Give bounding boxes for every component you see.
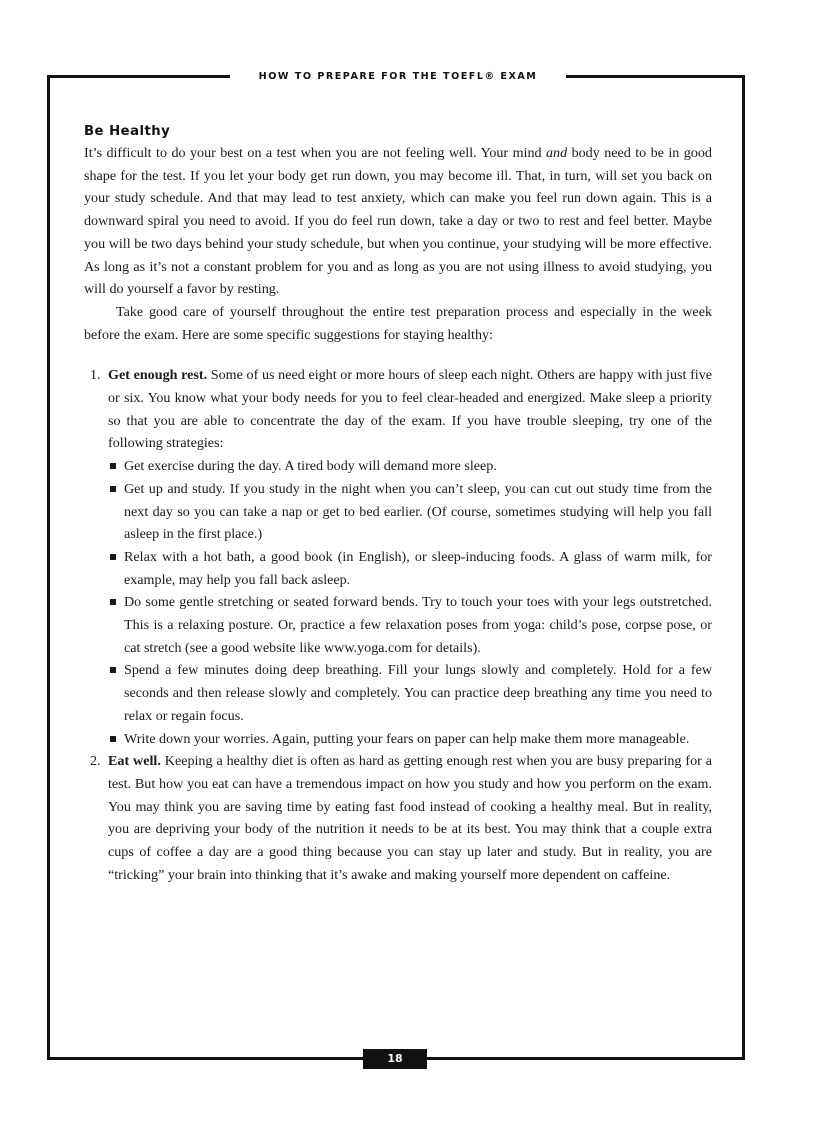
- bullet-text: Write down your worries. Again, putting your fears on paper can help make them more manageable.: [124, 730, 690, 747]
- list-item: [84, 364, 712, 750]
- bullet-item: [108, 546, 712, 591]
- bullet-item: [108, 478, 712, 546]
- bullet-text: Spend a few minutes doing deep breathing. Fill your lungs slowly and completely. Hold for a few seconds and then release slowly and completely. You can practice deep breathing any time you need to relax or regain focus.: [124, 662, 712, 724]
- running-head: HOW TO PREPARE FOR THE TOEFL® EXAM: [258, 71, 538, 82]
- bullet-item: [108, 728, 712, 751]
- bullet-text: Relax with a hot bath, a good book (in English), or sleep-inducing foods. A glass of warm milk, for example, may help you fall back asleep.: [124, 548, 712, 588]
- list-item-number: 1.: [90, 367, 101, 384]
- square-bullet-icon: [110, 736, 116, 742]
- square-bullet-icon: [110, 486, 116, 492]
- list-item-number: 2.: [90, 753, 101, 770]
- intro-paragraph: [84, 142, 712, 301]
- page-number: 18: [363, 1049, 427, 1069]
- frame-top-right-rule: [566, 75, 745, 78]
- list-item-term: Get enough rest.: [108, 367, 208, 384]
- intro-text-start: It’s difficult to do your best on a test when you are not feeling well. Your mind: [84, 145, 546, 161]
- frame-right-rule: [742, 75, 745, 1060]
- suggestion-list: [84, 364, 712, 886]
- intro-emphasis: and: [545, 145, 568, 161]
- bullet-item: [108, 591, 712, 659]
- square-bullet-icon: [110, 554, 116, 560]
- list-item-text: Keeping a healthy diet is often as hard as getting enough rest when you are busy preparing for a test. But how you eat can have a tremendous impact on how you study and how you perform on the exam. You may think you are saving time by eating fast food instead of cooking a healthy meal. But in reality, you are depriving your body of the nutrition it needs to be at its best. You may think that a couple extra cups of coffee a day are a good thing because you can stay up later and study. But in reality, you are “tricking” your brain into thinking that it’s awake and making yourself more dependent on caffeine.: [108, 753, 712, 883]
- bullet-text: Do some gentle stretching or seated forward bends. Try to touch your toes with your legs outstretched. This is a relaxing posture. Or, practice a few relaxation poses from yoga: child’s pose, corpse pose, or cat stretch (see a good website like www.yoga.com for details).: [124, 594, 712, 656]
- bullet-item: [108, 455, 712, 478]
- bullet-text: Get up and study. If you study in the night when you can’t sleep, you can cut out study time from the next day so you can take a nap or get to bed earlier. (Of course, sometimes studying will help you fall asleep in the first place.): [124, 480, 712, 543]
- page-content: [84, 122, 712, 887]
- frame-top-left-rule: [47, 75, 230, 78]
- frame-left-rule: [47, 75, 50, 1060]
- list-item-term: Eat well.: [108, 753, 161, 770]
- square-bullet-icon: [110, 599, 116, 605]
- bullet-text: Get exercise during the day. A tired body will demand more sleep.: [124, 458, 497, 475]
- section-heading: Be Healthy: [84, 124, 171, 139]
- list-item-text: Some of us need eight or more hours of sleep each night. Others are happy with just five or six. You know what your body needs for you to feel clear-headed and energized. Make sleep a priority so that you are able to concentrate the day of the exam. If you have trouble sleeping, try one of the following strategies:: [108, 367, 712, 452]
- intro-text-end: body need to be in good shape for the test. If you let your body get run down, you may become ill. That, in turn, will set you back on your study schedule. And that may lead to test anxiety, which can make you feel run down again. This is a downward spiral you need to avoid. If you do feel run down, take a day or two to rest and feel better. Maybe you will be two days behind your study schedule, but when you continue, your studying will be more effective. As long as it’s not a constant problem for you and as long as you are not using illness to avoid studying, you will do yourself a favor by resting.: [84, 145, 712, 298]
- strategy-list: [108, 455, 712, 750]
- square-bullet-icon: [110, 463, 116, 469]
- list-item: [84, 750, 712, 886]
- square-bullet-icon: [110, 667, 116, 673]
- intro-paragraph-2: Take good care of yourself throughout the entire test preparation process and especially in the week before the exam. Here are some specific suggestions for staying healthy:: [84, 303, 712, 343]
- bullet-item: [108, 659, 712, 727]
